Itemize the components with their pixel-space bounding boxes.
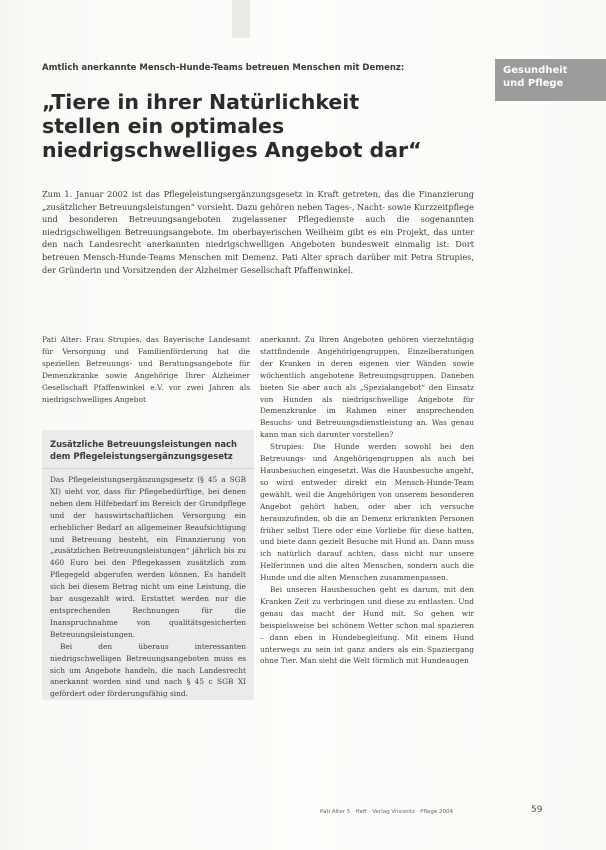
- section-tab-line-1: Gesundheit: [503, 65, 568, 76]
- article-kicker: Amtlich anerkannte Mensch-Hunde-Teams betreuen Menschen mit Demenz:: [42, 63, 405, 73]
- info-box: [42, 430, 254, 700]
- info-box-paragraph: Bei den überaus interessanten niedrigschwelligen Betreuungsangeboten muss es sich um Angebote handeln, die nach Landesrecht anerkannt worden sind und nach § 45 c SGB XI gefördert oder förderungsfähig sind.: [50, 641, 246, 699]
- section-tab-line-2: und Pflege: [503, 78, 564, 89]
- right-column-paragraph: Strupies: Die Hunde werden sowohl bei den Betreuungs- und Angehörigengruppen als auch bei Hausbesuchen eingesetzt. Was die Hausbesuche angeht, so wird entweder direkt ein Mensch-Hunde-Team gewählt, weil die Angehörigen von unserem besonderen Angebot gehört haben, oder aber ich versuche herauszufinden, ob die an Demenz erkrankten Personen früher selbst Tiere oder eine Vorliebe für diese hatten, und biete dann gezielt Besuche mit Hund an. Dann muss ich natürlich darauf achten, dass nicht nur unsere Helferinnen und die alten Menschen, sondern auch die Hunde und die alten Menschen zusammenpassen.: [260, 442, 474, 583]
- page-edge-tab: [232, 0, 250, 38]
- article-lead: [42, 188, 474, 276]
- headline-line-2: stellen ein optimales: [42, 114, 285, 138]
- headline-line-3: niedrigschwelliges Angebot dar“: [42, 138, 422, 162]
- right-column: [260, 334, 474, 667]
- left-column-paragraph: Pati Alter: Frau Strupies, das Bayerische Landesamt für Versorgung und Familienförderung hat die speziellen Betreuungs- und Beratungsangebote für Demenzkranke sowie Angehörige Ihrer Alzheimer Gesellschaft Pfaffenwinkel e.V. vor zwei Jahren als niedrigschwelliges Angebot: [42, 335, 250, 404]
- info-box-body: [42, 469, 254, 700]
- right-column-paragraph: anerkannt. Zu Ihren Angeboten gehören vierzehntägig stattfindende Angehörigengruppen, Einzelberatungen der Kranken in deren eigenen vier Wänden sowie wöchentlich angebotene Betreuungsgruppen. Daneben bieten Sie aber auch als „Spezialangebot“ den Einsatz von Hunden als niedrigschwellige Angebote für Demenzkranke im Rahmen einer ansprechenden Besuchs- und Betreuungsdienstleistung an. Was genau kann man sich darunter vorstellen?: [260, 335, 474, 440]
- right-column-paragraph: Bei unseren Hausbesuchen geht es darum, mit den Kranken Zeit zu verbringen und diese zu entlasten. Und genau das macht der Hund mit. So gehen wir beispielsweise bei schönem Wetter schon mal spazieren – dann eben in Hundebegleitung. Mit einem Hund unterwegs zu sein ist ganz anders als ein Spaziergang ohne Tier. Man sieht die Welt förmlich mit Hundeaugen: [260, 585, 474, 666]
- lead-paragraph: Zum 1. Januar 2002 ist das Pflegeleistungsergänzungsgesetz in Kraft getreten, das die Finanzierung „zusätzlicher Betreuungsleistungen“ vorsieht. Dazu gehören neben Tages-, Nacht- sowie Kurzzeitpflege und besonderen Betreuungsangeboten zugelassener Pflegedienste auch die sogenannten niedrigschwelligen Betreuungsangebote. Im oberbayerischen Weilheim gibt es ein Projekt, das unter den nach Landesrecht anerkannten niedrigschwelligen Angeboten bundesweit einmalig ist: Dort betreuen Mensch-Hunde-Teams Menschen mit Demenz. Pati Alter sprach darüber mit Petra Strupies, der Gründerin und Vorsitzenden der Alzheimer Gesellschaft Pfaffenwinkel.: [42, 189, 474, 275]
- headline-line-1: „Tiere in ihrer Natürlichkeit: [42, 90, 360, 114]
- left-column-intro: [42, 334, 250, 405]
- page-number: 59: [531, 805, 543, 815]
- info-box-heading: Zusätzliche Betreuungsleistungen nach dem Pflegeleistungsergänzungsgesetz: [42, 430, 254, 469]
- section-tab: [495, 59, 606, 101]
- info-box-paragraph: Das Pflegeleistungsergänzungsgesetz (§ 45 a SGB XI) sieht vor, dass für Pflegebedürftige, bei denen neben dem Hilfebedarf im Bereich der Grundpflege und der hauswirtschaftlichen Versorgung ein erheblicher Bedarf an allgemeiner Beaufsichtigung und Betreuung besteht, ein Finanzierung von „zusätzlichen Betreuungsleistungen“ jährlich bis zu 460 Euro bei den Pflegekassen zusätzlich zum Pflegegeld abgerufen werden können. Es handelt sich bei diesem Betrag nicht um eine Leistung, die bar ausgezahlt wird. Erstattet werden nur die entsprechenden Rechnungen für die Inanspruchnahme von qualitätsgesicherten Betreuungsleistungen.: [50, 475, 246, 639]
- article-headline: [42, 90, 482, 162]
- page-footer: Pati Alter 5 · Heft · Verlag Vincentz · Pflege 2004: [320, 809, 453, 815]
